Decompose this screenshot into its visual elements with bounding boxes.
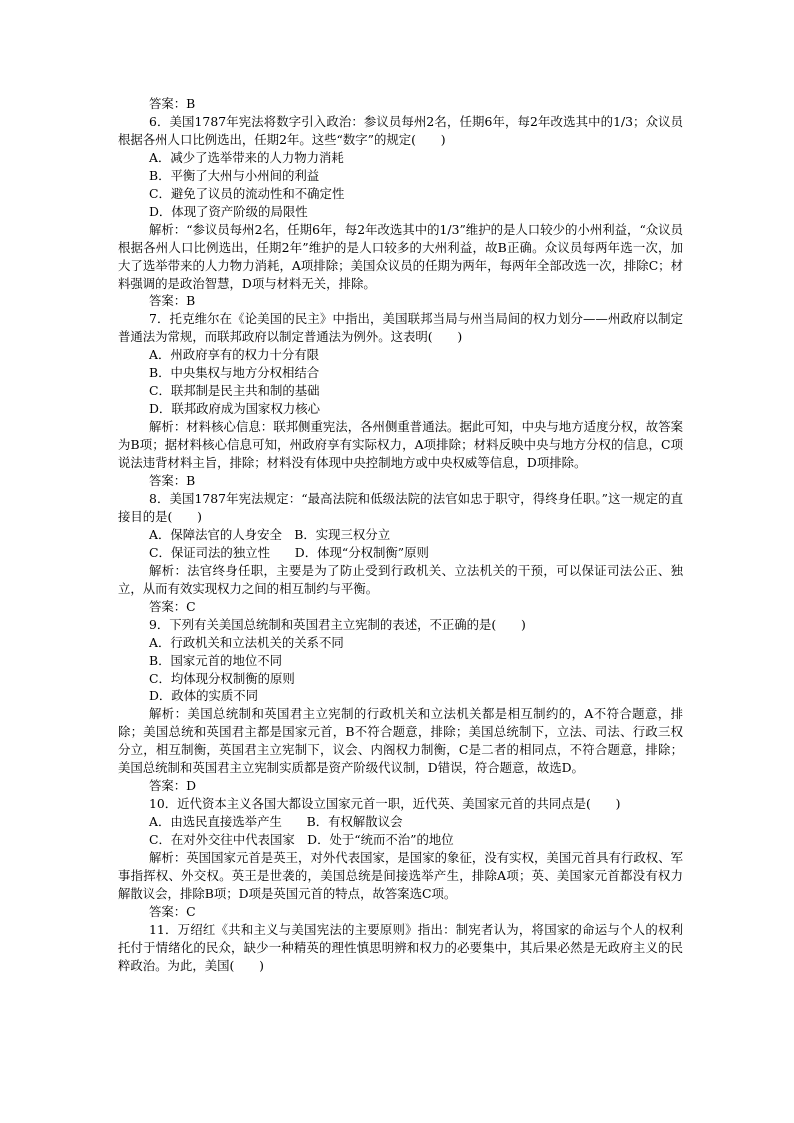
question-6: 6．美国1787年宪法将数字引入政治：参议员每州2名，任期6年，每2年改选其中的1/3；众议员根据各州人口比例选出，任期2年。这些“数字”的规定( ) — [118, 113, 683, 147]
analysis-paragraph: 解析：材料核心信息：联邦侧重宪法，各州侧重普通法。据此可知，中央与地方适度分权，故答案为B项；据材料核心信息可知，州政府享有实际权力，A项排除；材料反映中央与地方分权的信息，C项说法违背材料主旨，排除；材料没有体现中央控制地方或中央权威等信息，D项排除。 — [118, 419, 683, 471]
question-11: 11．万绍红《共和主义与美国宪法的主要原则》指出：制宪者认为，将国家的命运与个人的权利托付于情绪化的民众，缺少一种精英的理性慎思明辨和权力的必要集中，其后果必然是无政府主义的民粹政治。为此，美国( ) — [118, 921, 683, 973]
option-line: C．避免了议员的流动性和不确定性 — [149, 185, 345, 201]
answer-line: 答案：B — [149, 473, 196, 489]
question-7: 7．托克维尔在《论美国的民主》中指出，美国联邦当局与州当局间的权力划分——州政府以制定普通法为常规，而联邦政府以制定普通法为例外。这表明( ) — [118, 311, 683, 345]
option-line: A．保障法官的人身安全 B．实现三权分立 — [149, 526, 391, 542]
option-line: D．体现了资产阶级的局限性 — [149, 203, 308, 219]
analysis-paragraph: 解析：美国总统制和英国君主立宪制的行政机关和立法机关都是相互制约的，A不符合题意，排除；美国总统和英国君主都是国家元首，B不符合题意，排除；美国总统制下，立法、司法、行政三权分立，相互制衡，英国君主立宪制下，议会、内阁权力制衡，C是二者的相同点，不符合题意，排除；美国总统制和英国君主立宪制实质都是资产阶级代议制，D错误，符合题意，故选D。 — [118, 706, 683, 776]
answer-line: 答案：B — [149, 293, 196, 309]
answer-line: 答案：B — [149, 96, 196, 111]
option-line: D．政体的实质不同 — [149, 688, 259, 704]
option-line: C．保证司法的独立性 D．体现“分权制衡”原则 — [149, 544, 429, 560]
option-line: A．减少了选举带来的人力物力消耗 — [149, 149, 344, 165]
option-line: A．行政机关和立法机关的关系不同 — [149, 634, 344, 650]
option-line: A．州政府享有的权力十分有限 — [149, 347, 320, 363]
option-line: D．联邦政府成为国家权力核心 — [149, 401, 321, 417]
answer-line: 答案：C — [149, 903, 196, 919]
option-line: B．中央集权与地方分权相结合 — [149, 365, 320, 381]
analysis-paragraph: 解析：英国国家元首是英王，对外代表国家，是国家的象征，没有实权，美国元首具有行政权、军事指挥权、外交权。英王是世袭的，美国总统是间接选举产生，排除A项；英、美国家元首都没有权力解散议会，排除B项；D项是英国元首的特点，故答案选C项。 — [118, 850, 683, 901]
option-line: B．平衡了大州与小州间的利益 — [149, 167, 320, 183]
option-line: A．由选民直接选举产生 B．有权解散议会 — [149, 814, 403, 830]
option-line: C．联邦制是民主共和制的基础 — [149, 383, 320, 399]
analysis-paragraph: 解析：“参议员每州2名，任期6年，每2年改选其中的1/3”维护的是人口较少的小州利益，“众议员根据各州人口比例选出，任期2年”维护的是人口较多的大州利益，故B正确。众议员每两年选一次，加大了选举带来的人力物力消耗，A项排除；美国众议员的任期为两年，每两年全部改选一次，排除C；材料强调的是政治智慧，D项与材料无关，排除。 — [118, 221, 683, 291]
document-page — [118, 95, 683, 975]
option-line: C．在对外交往中代表国家 D．处于“统而不治”的地位 — [149, 832, 454, 848]
analysis-paragraph: 解析：法官终身任职，主要是为了防止受到行政机关、立法机关的干预，可以保证司法公正、独立，从而有效实现权力之间的相互制约与平衡。 — [118, 562, 683, 596]
option-line: B．国家元首的地位不同 — [149, 652, 283, 668]
question-10: 10．近代资本主义各国大都设立国家元首一职，近代英、美国家元首的共同点是( ) — [149, 796, 621, 812]
answer-line: 答案：C — [149, 598, 196, 614]
question-9: 9．下列有关美国总统制和英国君主立宪制的表述，不正确的是( ) — [149, 616, 526, 632]
question-8: 8．美国1787年宪法规定：“最高法院和低级法院的法官如忠于职守，得终身任职。”这一规定的直接目的是( ) — [118, 490, 683, 524]
answer-line: 答案：D — [149, 778, 197, 794]
option-line: C．均体现分权制衡的原则 — [149, 670, 295, 686]
